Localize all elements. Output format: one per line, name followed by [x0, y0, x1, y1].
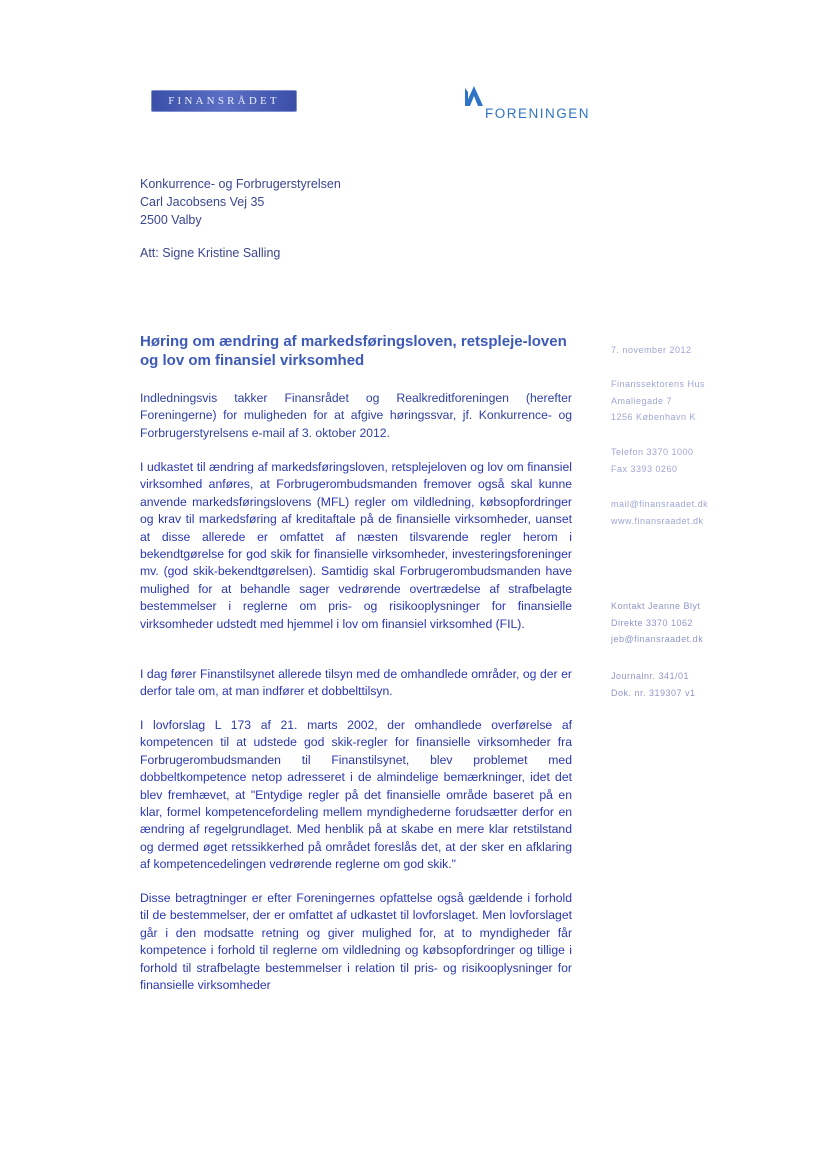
sidebar-date	[611, 342, 811, 359]
letter-heading: Høring om ændring af markedsføringsloven, retspleje-loven og lov om finansiel virksomhed	[140, 333, 567, 369]
sidebar-web	[611, 496, 811, 529]
recipient-street: Carl Jacobsens Vej 35	[140, 195, 265, 209]
org-name: Finanssektorens Hus	[611, 379, 706, 389]
finansraadet-logo	[151, 90, 297, 112]
recipient-city: 2500 Valby	[140, 213, 202, 227]
contact-direct: Direkte 3370 1062	[611, 617, 694, 628]
phone-number: Telefon 3370 1000	[611, 447, 694, 457]
contact-email: jeb@finansraadet.dk	[611, 634, 704, 644]
paragraph-intro: Indledningsvis takker Finansrådet og Realkreditforeningen (herefter Foreningerne) for muligheden for at afgive høringssvar, jf. Konkurrence- og Forbrugerstyrelsens e-mail af 3. oktober 2012.	[140, 391, 572, 440]
journal-number: Journalnr. 341/01	[611, 671, 690, 681]
recipient-att: Att: Signe Kristine Salling	[140, 246, 281, 260]
sidebar-reference	[611, 668, 811, 701]
fax-number: Fax 3393 0260	[611, 463, 678, 474]
paragraph-supervision: I dag fører Finanstilsynet allerede tilsyn med de omhandlede områder, og der er derfor tale om, at man indfører et dobbelttilsyn.	[140, 667, 572, 699]
foreningen-logo-text: FORENINGEN	[485, 106, 591, 121]
sidebar-phone	[611, 444, 811, 477]
date-text: 7. november 2012	[611, 345, 692, 355]
sidebar-contact	[611, 598, 811, 648]
paragraph-considerations: Disse betragtninger er efter Foreningernes opfattelse også gældende i forhold til de bestemmelser, der er omfattet af udkastet til lovforslaget. Men lovforslaget går i den modsatte retning og giver mulighed for, at to myndigheder får kompetence i forhold til reglerne om vildledning og købsopfordringer og tillige i forhold til strafbelagte bestemmelser i relation til pris- og risikooplysninger for finansielle virksomheder	[140, 891, 572, 993]
org-street: Amaliegade 7	[611, 395, 673, 406]
foreningen-logo-icon	[463, 84, 485, 108]
org-website: www.finansraadet.dk	[611, 515, 704, 526]
finansraadet-logo-text: FINANSRÅDET	[168, 95, 280, 107]
org-city: 1256 København K	[611, 412, 697, 422]
contact-person: Kontakt Jeanne Blyt	[611, 601, 701, 611]
sidebar-address	[611, 376, 811, 426]
recipient-name: Konkurrence- og Forbrugerstyrelsen	[140, 177, 341, 191]
paragraph-draft: I udkastet til ændring af markedsføringsloven, retsplejeloven og lov om finansiel virksomhed anføres, at Forbrugerombudsmanden fremover også skal kunne anvende markedsføringslovens (MFL) regler om vildledning, købsopfordringer og krav til markedsføring af kreditaftale på de finansielle virksomheder, uanset at disse allerede er omfattet af næsten tilsvarende regler herom i bekendtgørelse for god skik for finansielle virksomheder, investeringsforeninger mv. (god skik-bekendtgørelsen). Samtidig skal Forbrugerombudsmanden have mulighed for at behandle sager vedrørende overtrædelse af strafbelagte bestemmelser i reglerne om pris- og risikooplysninger for finansielle virksomheder udstedt med hjemmel i lov om finansiel virksomhed (FIL).	[140, 460, 572, 631]
document-number: Dok. nr. 319307 v1	[611, 687, 696, 698]
org-email: mail@finansraadet.dk	[611, 499, 709, 509]
paragraph-bill-history: I lovforslag L 173 af 21. marts 2002, der omhandlede overførelse af kompetencen til at udstede god skik-regler for finansielle virksomheder fra Forbrugerombudsmanden til Finanstilsynet, blev problemet med dobbeltkompetence netop adresseret i de almindelige bemærkninger, idet det blev fremhævet, at "Entydige regler på det finansielle område baseret på en klar, formel kompetencefordeling mellem myndighederne forudsætter derfor en ændring af regelgrundlaget. Med henblik på at skabe en mere klar retstilstand og dermed øget retssikkerhed på området foreslås det, at der sker en afklaring af kompetencedelingen vedrørende reglerne om god skik."	[140, 718, 572, 872]
